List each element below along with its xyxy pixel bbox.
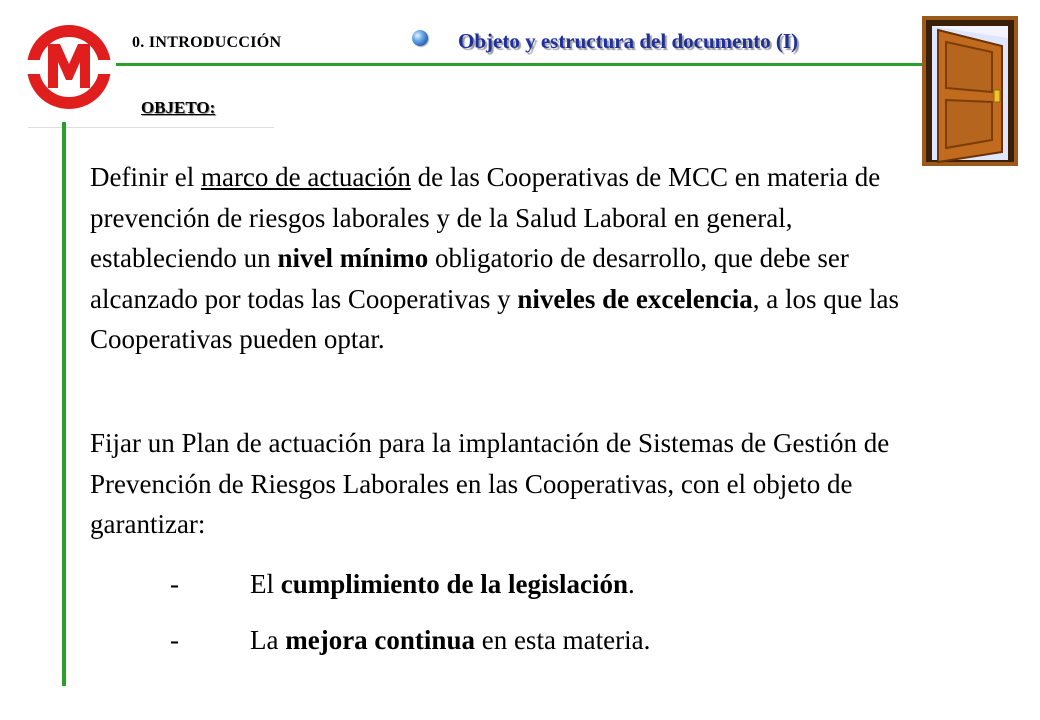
para1-text-1: Definir el	[90, 162, 201, 192]
mcc-logo-icon	[24, 22, 114, 112]
bullet-text-pre: La	[250, 625, 286, 655]
content-divider	[62, 122, 66, 686]
para1-text-3: obligatorio de desarrollo, que debe ser alcanzado por todas las Cooperativas y	[90, 243, 849, 314]
para1-underlined-term: marco de actuación	[200, 162, 411, 192]
door-icon	[922, 16, 1018, 166]
section-subheading: OBJETO:	[141, 98, 216, 117]
para1-text-4: , a los que las Cooperativas pueden optar.	[90, 283, 900, 354]
para1-text-2: de las Cooperativas de MCC en materia de prevención de riesgos laborales y de la Salud Laboral en general, estableciendo un	[90, 162, 881, 273]
list-item	[90, 564, 930, 604]
para1-bold-term-1: nivel mínimo	[277, 243, 429, 273]
bullet-text-post: en esta materia.	[474, 625, 651, 655]
paragraph-objective-2: Fijar un Plan de actuación para la implantación de Sistemas de Gestión de Prevención de Riesgos Laborales en las Cooperativas, con el objeto de garantizar:	[90, 428, 890, 539]
bullet-text-bold: cumplimiento de la legislación	[280, 569, 628, 599]
bullet-dash: -	[170, 569, 179, 599]
paragraph-objective-1	[90, 157, 930, 360]
bullet-text-bold: mejora continua	[285, 625, 475, 655]
bullet-text	[250, 620, 650, 661]
header-divider	[116, 63, 926, 66]
para1-bold-term-2: niveles de excelencia	[517, 283, 753, 314]
list-item	[90, 620, 930, 660]
bullet-text-pre: El	[250, 569, 281, 599]
section-label: 0. INTRODUCCIÓN	[132, 34, 282, 51]
bullet-sphere-icon	[412, 30, 428, 46]
bullet-text-post: .	[628, 569, 635, 599]
bullet-dash: -	[170, 625, 179, 655]
page-title: Objeto y estructura del documento (I)	[458, 29, 799, 53]
bullet-text	[250, 564, 635, 605]
